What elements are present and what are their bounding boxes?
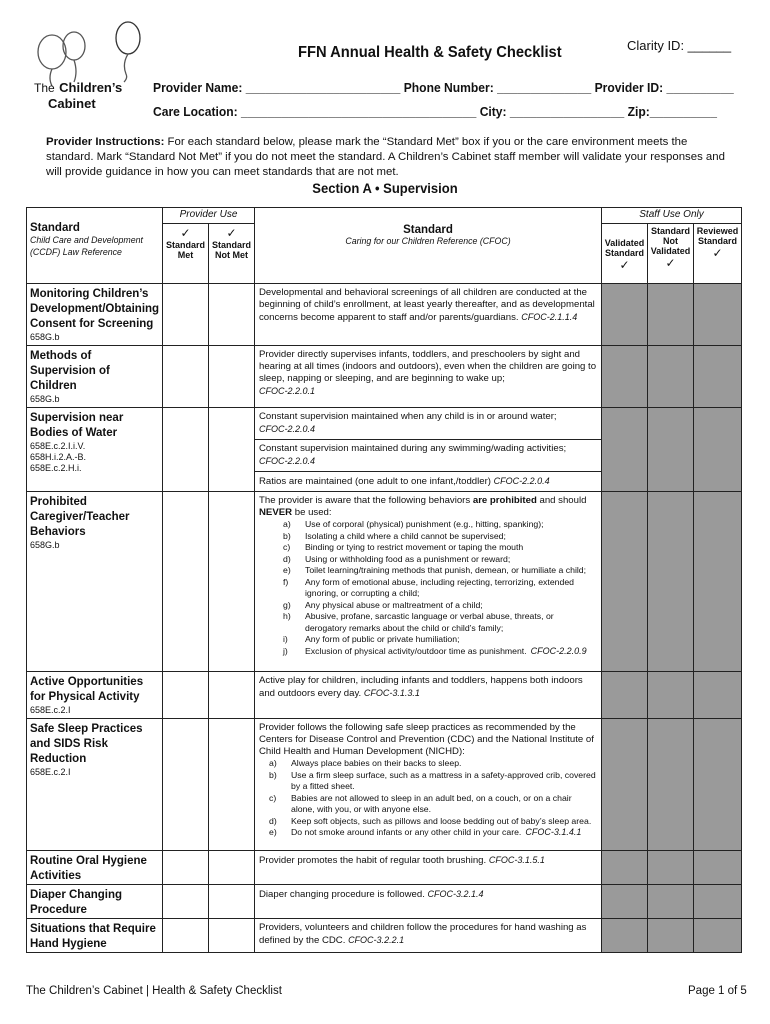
- location-info-line: Care Location: ___________________________________ City: _________________ Zip:__________: [153, 104, 717, 119]
- not-validated-checkbox[interactable]: [648, 919, 694, 953]
- standard-met-checkbox[interactable]: [163, 672, 209, 719]
- prohibited-behaviors-list: [259, 519, 597, 657]
- checkmark-icon: ✓: [226, 226, 237, 240]
- standard-code: 658E.c.2.I.i.V. 658H.i.2.A.-B. 658E.c.2.H.i.: [30, 441, 87, 473]
- standard-met-header: ✓ Standard Met: [163, 224, 209, 284]
- provider-instructions: [46, 135, 736, 180]
- table-row: [27, 284, 742, 346]
- validated-checkbox[interactable]: [602, 346, 648, 408]
- standard-met-checkbox[interactable]: [163, 346, 209, 408]
- standard-name: Monitoring Children’s Development/Obtaining Consent for Screening: [30, 288, 160, 330]
- cfoc-reference-header: Caring for our Children Reference (CFOC): [345, 236, 511, 246]
- standard-not-met-checkbox[interactable]: [209, 885, 255, 919]
- standard-code: 658E.c.2.I: [30, 705, 71, 715]
- standard-header: Standard: [30, 222, 80, 234]
- checkmark-icon: ✓: [619, 258, 630, 272]
- not-validated-checkbox[interactable]: [648, 851, 694, 885]
- reviewed-checkbox[interactable]: [694, 919, 742, 953]
- validated-checkbox[interactable]: [602, 919, 648, 953]
- list-item: e) Do not smoke around infants or any other child in your care. CFOC-3.1.4.1: [269, 827, 582, 837]
- list-item: h) Abusive, profane, sarcastic language or verbal abuse, threats, or derogatory remarks about the child or child’s family;: [283, 611, 554, 633]
- standard-description: Constant supervision maintained when any child is in or around water; CFOC-2.2.0.4 Constant supervision maintained during any swimming/wading activities; CFOC-2.2.0.4 Ratios are maintained (one adult to one infant,/toddler) CFOC-2.2.0.4: [255, 408, 602, 492]
- standard-description: Provider promotes the habit of regular tooth brushing. CFOC-3.1.5.1: [255, 851, 602, 885]
- validated-checkbox[interactable]: [602, 672, 648, 719]
- table-row: [27, 851, 742, 885]
- standard-met-checkbox[interactable]: [163, 492, 209, 672]
- table-row: [27, 672, 742, 719]
- checkmark-icon: ✓: [665, 256, 676, 270]
- list-item: a) Use of corporal (physical) punishment (e.g., hitting, spanking);: [283, 519, 544, 529]
- standard-met-checkbox[interactable]: [163, 719, 209, 851]
- standard-column-header: Standard: [403, 224, 453, 236]
- provider-use-header: Provider Use: [163, 208, 255, 224]
- standard-code: 658G.b: [30, 540, 60, 550]
- reviewed-checkbox[interactable]: [694, 851, 742, 885]
- list-item: e) Toilet learning/training methods that punish, demean, or humiliate a child;: [283, 565, 587, 575]
- standard-not-met-checkbox[interactable]: [209, 851, 255, 885]
- standard-description: Provider directly supervises infants, toddlers, and preschoolers by sight and hearing at all times (indoors and outdoors), even when the children are going to sleep, napping or sleeping, and are beginning to wake up; CFOC-2.2.0.1: [255, 346, 602, 408]
- list-item: j) Exclusion of physical activity/outdoor time as punishment. CFOC-2.2.0.9: [283, 645, 587, 656]
- clarity-id: Clarity ID: ______: [627, 38, 732, 53]
- standard-not-met-checkbox[interactable]: [209, 719, 255, 851]
- standard-met-checkbox[interactable]: [163, 885, 209, 919]
- page-number: Page 1 of 5: [688, 985, 747, 997]
- not-validated-checkbox[interactable]: [648, 885, 694, 919]
- standard-description: Provider follows the following safe sleep practices as recommended by the Centers for Disease Control and Prevention (CDC) and the National Institute of Child Health and Human Development (NICHD): a) Always place babies on their backs to sleep. b) Use a firm sleep surface, such as a mattress in a safety-approved crib, covered by a fitted sheet. c) Babies are not allowed to sleep in an adult bed, on a couch, or on a chair alone, with you, or with anyone else. d) Keep soft objects, such as pillows and loose bedding out of baby’s sleep area. e) Do not smoke around infants or any other child in your care. CFOC-3.1.4.1: [255, 719, 602, 851]
- list-item: c) Babies are not allowed to sleep in an adult bed, on a couch, or on a chair alone, with you, or with anyone else.: [269, 792, 572, 814]
- reviewed-header: Reviewed Standard ✓: [694, 224, 742, 284]
- list-item: f) Any form of emotional abuse, including rejecting, terrorizing, extended ignoring, or corrupting a child;: [283, 576, 574, 598]
- standard-code: 658G.b: [30, 332, 60, 342]
- checkmark-icon: ✓: [712, 246, 723, 260]
- logo-wordmark: The Children’s Cabinet: [34, 80, 123, 111]
- standard-met-checkbox[interactable]: [163, 408, 209, 492]
- standard-name: Routine Oral Hygiene Activities: [30, 855, 147, 882]
- standard-not-met-header: ✓ Standard Not Met: [209, 224, 255, 284]
- standard-not-met-checkbox[interactable]: [209, 492, 255, 672]
- standard-description: Active play for children, including infants and toddlers, happens both indoors and outdoors every day. CFOC-3.1.3.1: [255, 672, 602, 719]
- reviewed-checkbox[interactable]: [694, 885, 742, 919]
- standard-code: 658G.b: [30, 394, 60, 404]
- reviewed-checkbox[interactable]: [694, 284, 742, 346]
- not-validated-checkbox[interactable]: [648, 408, 694, 492]
- standard-name: Safe Sleep Practices and SIDS Risk Reduction: [30, 723, 143, 765]
- table-row: [27, 408, 742, 492]
- not-validated-checkbox[interactable]: [648, 284, 694, 346]
- table-row: [27, 719, 742, 851]
- validated-checkbox[interactable]: [602, 885, 648, 919]
- section-title: Section A • Supervision: [312, 180, 458, 196]
- reviewed-checkbox[interactable]: [694, 492, 742, 672]
- list-item: b) Use a firm sleep surface, such as a mattress in a safety-approved crib, covered by a fitted sheet.: [269, 769, 596, 791]
- reviewed-checkbox[interactable]: [694, 346, 742, 408]
- checklist-table: [26, 207, 742, 953]
- standard-description: The provider is aware that the following behaviors are prohibited and should NEVER be used: a) Use of corporal (physical) punishment (e.g., hitting, spanking); b) Isolating a child where a child cannot be supervised; c) Binding or tying to restrict movement or taping the mouth d) Using or withholding food as a punishment or reward; e) Toilet learning/training methods that punish, demean, or humiliate a child; f) Any form of emotional abuse, including rejecting, terrorizing, extended ignoring, or corrupting a child; g) Any physical abuse or maltreatment of a child; h) Abusive, profane, sarcastic language or verbal abuse, threats, or derogatory remarks about the child or child’s family; i) Any form of public or private humiliation; j) Exclusion of physical activity/outdoor time as punishment. CFOC-2.2.0.9: [255, 492, 602, 672]
- standard-name: Active Opportunities for Physical Activity: [30, 676, 144, 703]
- standard-name: Prohibited Caregiver/Teacher Behaviors: [30, 496, 130, 538]
- standard-not-met-checkbox[interactable]: [209, 284, 255, 346]
- table-row: [27, 919, 742, 953]
- not-validated-checkbox[interactable]: [648, 719, 694, 851]
- standard-name: Situations that Require Hand Hygiene: [30, 923, 156, 950]
- instructions-text: For each standard below, please mark the “Standard Met” box if you or the care environment meets the standard. Mark “Standard Not Met” if you do not meet the standard. A Children’s Cabinet staff member will validate your responses and will provide guidance in how you can meet standards that are not met.: [46, 136, 725, 178]
- list-item: b) Isolating a child where a child cannot be supervised;: [283, 530, 506, 541]
- standard-met-checkbox[interactable]: [163, 284, 209, 346]
- standard-met-checkbox[interactable]: [163, 919, 209, 953]
- standard-code: 658E.c.2.I: [30, 767, 71, 777]
- list-item: d) Using or withholding food as a punishment or reward;: [283, 553, 511, 564]
- provider-info-line: Provider Name: _______________________ Phone Number: ______________ Provider ID: __________: [153, 80, 734, 95]
- instructions-label: Provider Instructions:: [46, 136, 165, 148]
- standard-name: Supervision near Bodies of Water: [30, 412, 124, 439]
- list-item: a) Always place babies on their backs to sleep.: [269, 758, 462, 768]
- table-row: [27, 492, 742, 672]
- not-validated-header: Standard Not Validated ✓: [648, 224, 694, 284]
- standard-description: Developmental and behavioral screenings of all children are conducted at the beginning of child’s enrollment, at least yearly thereafter, and as developmental concerns become apparent to staff and/or parents/guardians. CFOC-2.1.1.4: [255, 284, 602, 346]
- validated-checkbox[interactable]: [602, 492, 648, 672]
- table-row: [27, 346, 742, 408]
- page-title: FFN Annual Health & Safety Checklist: [298, 44, 562, 61]
- standard-not-met-checkbox[interactable]: [209, 919, 255, 953]
- standard-name: Diaper Changing Procedure: [30, 889, 123, 916]
- list-item: c) Binding or tying to restrict movement or taping the mouth: [283, 542, 524, 552]
- validated-checkbox[interactable]: [602, 284, 648, 346]
- list-item: g) Any physical abuse or maltreatment of a child;: [283, 599, 483, 610]
- validated-checkbox[interactable]: [602, 851, 648, 885]
- not-validated-checkbox[interactable]: [648, 346, 694, 408]
- list-item: d) Keep soft objects, such as pillows and loose bedding out of baby’s sleep area.: [269, 815, 592, 826]
- validated-checkbox[interactable]: [602, 719, 648, 851]
- reviewed-checkbox[interactable]: [694, 408, 742, 492]
- checkmark-icon: ✓: [180, 226, 191, 240]
- table-row: [27, 885, 742, 919]
- staff-use-header: Staff Use Only: [602, 208, 742, 224]
- list-item: i) Any form of public or private humiliation;: [283, 634, 460, 644]
- reviewed-checkbox[interactable]: [694, 672, 742, 719]
- reviewed-checkbox[interactable]: [694, 719, 742, 851]
- not-validated-checkbox[interactable]: [648, 672, 694, 719]
- not-validated-checkbox[interactable]: [648, 492, 694, 672]
- safe-sleep-list: [259, 758, 597, 839]
- validated-checkbox[interactable]: [602, 408, 648, 492]
- standard-description: Diaper changing procedure is followed. CFOC-3.2.1.4: [255, 885, 602, 919]
- validated-header: Validated Standard ✓: [602, 224, 648, 284]
- standard-not-met-checkbox[interactable]: [209, 672, 255, 719]
- footer-left: The Children’s Cabinet | Health & Safety Checklist: [26, 985, 282, 997]
- ccdf-reference-header: Child Care and Development (CCDF) Law Reference: [30, 235, 143, 257]
- standard-not-met-checkbox[interactable]: [209, 408, 255, 492]
- standard-met-checkbox[interactable]: [163, 851, 209, 885]
- standard-description: Providers, volunteers and children follow the procedures for hand washing as defined by the CDC. CFOC-3.2.2.1: [255, 919, 602, 953]
- standard-name: Methods of Supervision of Children: [30, 350, 110, 392]
- standard-not-met-checkbox[interactable]: [209, 346, 255, 408]
